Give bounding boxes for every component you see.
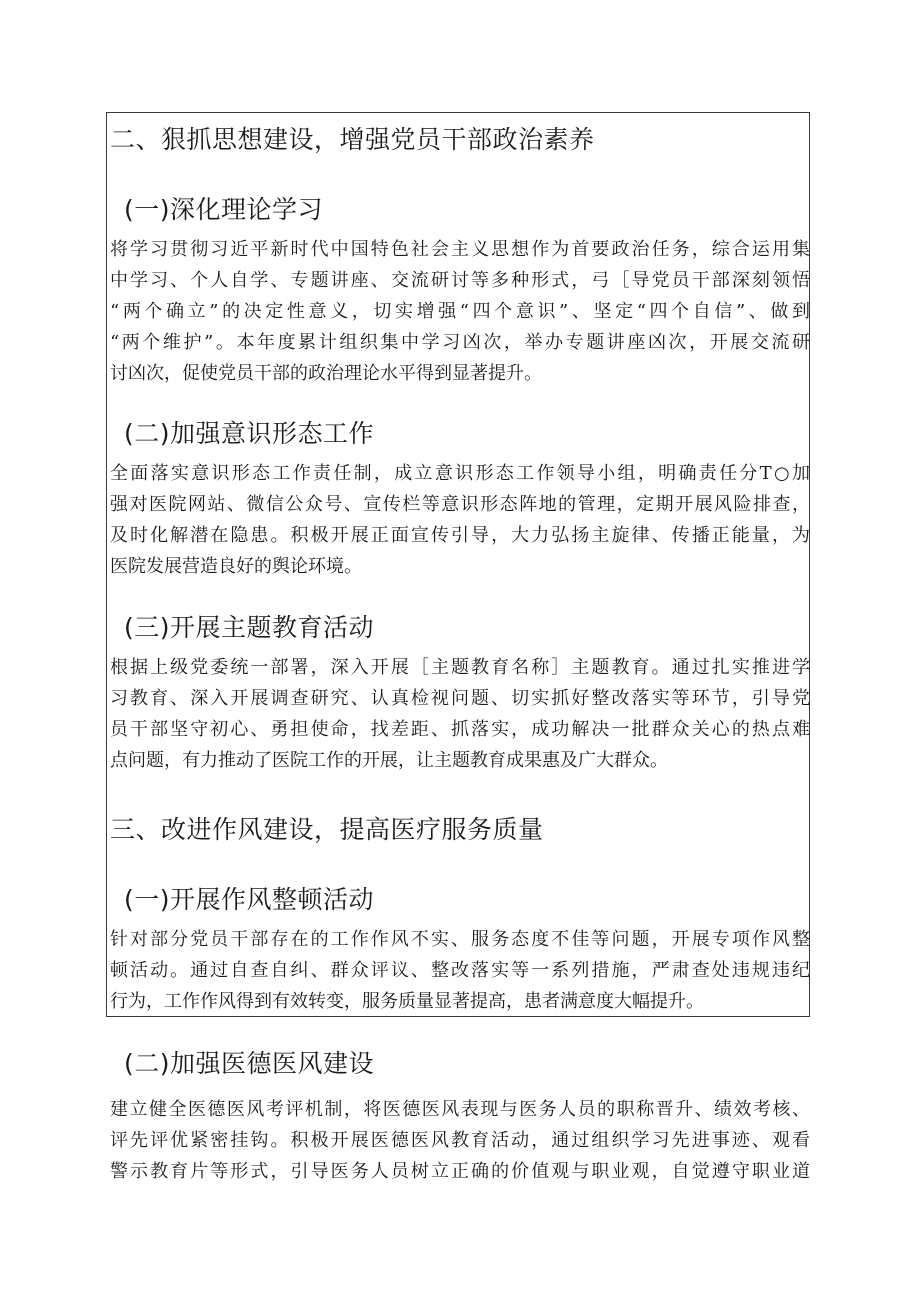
text-line: 行为，工作作风得到有效转变，服务质量显著提高，患者满意度大幅提升。	[110, 991, 704, 1012]
paragraph-medical-ethics	[110, 1094, 810, 1187]
subsection-heading-work-style: (一)开展作风整顿活动	[124, 885, 375, 914]
section-heading-3: 三、改进作风建设，提高医疗服务质量	[110, 815, 544, 844]
paragraph-theory-study	[110, 234, 810, 389]
text-line: 讨凶次，促使党员干部的政治理论水平得到显著提升。	[110, 363, 542, 384]
text-line: 员干部坚守初心、勇担使命，找差距、抓落实，成功解决一批群众关心的热点难	[110, 719, 810, 740]
text-line: “两个维护”。本年度累计组织集中学习凶次，举办专题讲座凶次，开展交流研	[110, 332, 810, 353]
text-line: 医院发展营造良好的舆论环境。	[110, 556, 362, 577]
text-line: 顿活动。通过自查自纠、群众评议、整改落实等一系列措施，严肃查处违规违纪	[110, 960, 810, 981]
text-line: 建立健全医德医风考评机制，将医德医风表现与医务人员的职称晋升、绩效考核、	[110, 1099, 810, 1120]
paragraph-work-style	[110, 924, 810, 1017]
text-line: 习教育、深入开展调查研究、认真检视问题、切实抓好整改落实等环节，引导党	[110, 688, 810, 709]
text-line: 评先评优紧密挂钩。积极开展医德医风教育活动，通过组织学习先进事迹、观看	[110, 1130, 810, 1151]
text-line: 根据上级党委统一部署，深入开展［主题教育名称］主题教育。通过扎实推进学	[110, 657, 810, 678]
text-line: 中学习、个人自学、专题讲座、交流研讨等多种形式，弓［导党员干部深刻领悟	[110, 270, 810, 291]
text-line: 强对医院网站、微信公众号、宣传栏等意识形态阵地的管理，定期开展风险排查，	[110, 494, 810, 515]
subsection-heading-ideology: (二)加强意识形态工作	[124, 419, 375, 448]
section-heading-2: 二、狠抓思想建设，增强党员干部政治素养	[110, 125, 595, 154]
text-line: “两个确立”的决定性意义，切实增强“四个意识”、坚定“四个自信”、做到	[110, 301, 810, 322]
text-line: 及时化解潜在隐患。积极开展正面宣传引导，大力弘扬主旋律、传播正能量，为	[110, 525, 810, 546]
subsection-heading-medical-ethics: (二)加强医德医风建设	[124, 1049, 375, 1078]
text-line: 全面落实意识形态工作责任制，成立意识形态工作领导小组，明确责任分T○加	[110, 463, 810, 484]
paragraph-ideology	[110, 458, 810, 582]
text-line: 针对部分党员干部存在的工作作风不实、服务态度不佳等问题，开展专项作风整	[110, 929, 810, 950]
text-line: 警示教育片等形式，引导医务人员树立正确的价值观与职业观，自觉遵守职业道	[110, 1161, 810, 1182]
text-line: 点问题，有力推动了医院工作的开展，让主题教育成果惠及广大群众。	[110, 750, 668, 771]
subsection-heading-theme-education: (三)开展主题教育活动	[124, 613, 375, 642]
paragraph-theme-education	[110, 652, 810, 776]
text-line: 将学习贯彻习近平新时代中国特色社会主义思想作为首要政治任务，综合运用集	[110, 239, 810, 260]
subsection-heading-theory-study: (一)深化理论学习	[124, 195, 324, 224]
